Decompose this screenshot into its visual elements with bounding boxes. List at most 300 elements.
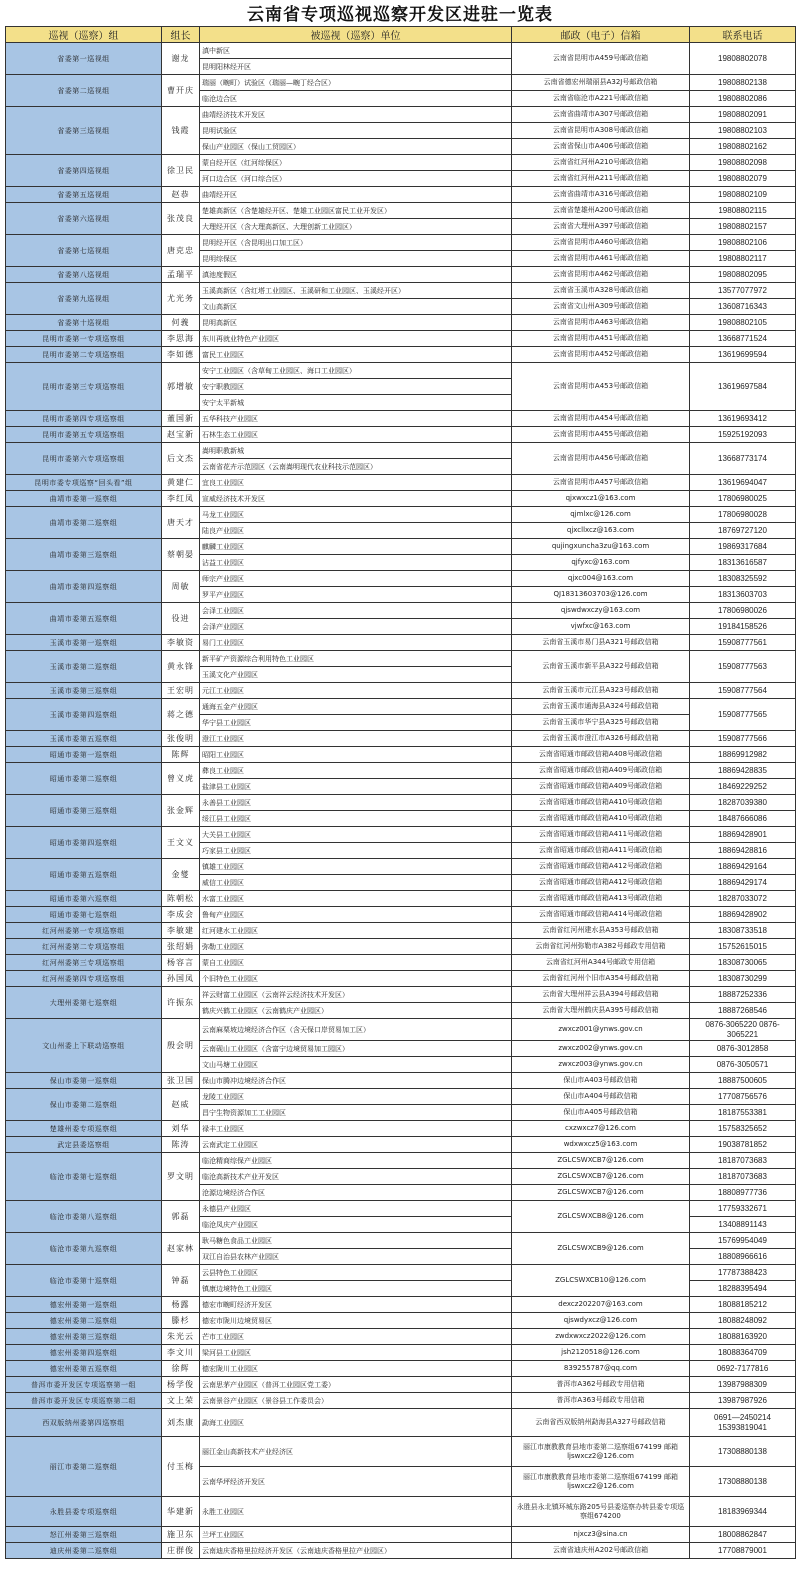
inspection-group-cell: 大理州委第七巡察组 <box>6 987 162 1019</box>
inspection-group-cell: 丽江市委第二巡察组 <box>6 1437 162 1497</box>
inspected-unit-cell: 玉溪文化产业园区 <box>200 667 512 683</box>
inspection-group-cell: 昭通市委第三巡察组 <box>6 795 162 827</box>
leader-cell: 唐克忠 <box>162 235 200 267</box>
inspected-unit-cell: 永德县产业园区 <box>200 1201 512 1217</box>
leader-cell: 杨容言 <box>162 955 200 971</box>
table-row <box>6 1329 796 1345</box>
mailbox-cell: qujingxuncha3zu@163.com <box>512 539 690 555</box>
phone-cell: 18288395494 <box>690 1281 796 1297</box>
phone-cell: 18869912982 <box>690 747 796 763</box>
table-row <box>6 187 796 203</box>
mailbox-cell: qjswdyxcz@126.com <box>512 1313 690 1329</box>
phone-cell: 15758325652 <box>690 1121 796 1137</box>
phone-cell: 17308880138 <box>690 1437 796 1467</box>
phone-cell: 18887500605 <box>690 1073 796 1089</box>
table-row <box>6 155 796 171</box>
phone-cell: 18008862847 <box>690 1527 796 1543</box>
inspected-unit-cell: 滇池度假区 <box>200 267 512 283</box>
inspection-group-cell: 迪庆州委第二巡察组 <box>6 1543 162 1559</box>
inspected-unit-cell: 富民工业园区 <box>200 347 512 363</box>
mailbox-cell: 云南省昭通市邮政信箱A413号邮政信箱 <box>512 891 690 907</box>
mailbox-cell: 保山市A405号邮政信箱 <box>512 1105 690 1121</box>
table-row <box>6 491 796 507</box>
table-row <box>6 571 796 587</box>
inspection-group-cell: 省委第六巡视组 <box>6 203 162 235</box>
mailbox-cell: zwxcz001@ynws.gov.cn <box>512 1019 690 1041</box>
phone-cell: 19808802091 <box>690 107 796 123</box>
table-row <box>6 1121 796 1137</box>
inspected-unit-cell: 丽江金山高新技术产业经济区 <box>200 1437 512 1467</box>
mailbox-cell: 云南省昆明市A455号邮政信箱 <box>512 427 690 443</box>
inspection-group-cell: 玉溪市委第二巡察组 <box>6 651 162 683</box>
phone-cell: 18088163920 <box>690 1329 796 1345</box>
table-row <box>6 443 796 459</box>
table-row <box>6 1543 796 1559</box>
inspection-group-cell: 曲靖市委第一巡察组 <box>6 491 162 507</box>
phone-cell: 18183969344 <box>690 1497 796 1527</box>
phone-cell: 13619699594 <box>690 347 796 363</box>
inspected-unit-cell: 勐海工业园区 <box>200 1409 512 1437</box>
phone-cell: 15908777565 <box>690 699 796 731</box>
leader-cell: 文上荣 <box>162 1393 200 1409</box>
table-row <box>6 475 796 491</box>
mailbox-cell: wdxwxcz5@163.com <box>512 1137 690 1153</box>
inspected-unit-cell: 通海五金产业园区 <box>200 699 512 715</box>
phone-cell: 19808802138 <box>690 75 796 91</box>
phone-cell: 18308733518 <box>690 923 796 939</box>
mailbox-cell: 云南省保山市A406号邮政信箱 <box>512 139 690 155</box>
leader-cell: 钱霞 <box>162 107 200 155</box>
inspection-group-cell: 省委第九巡视组 <box>6 283 162 315</box>
inspected-unit-cell: 威信工业园区 <box>200 875 512 891</box>
phone-cell: 15908777564 <box>690 683 796 699</box>
leader-cell: 孙国凤 <box>162 971 200 987</box>
phone-cell: 13987987926 <box>690 1393 796 1409</box>
table-row <box>6 1297 796 1313</box>
inspection-group-cell: 昆明市委第六专项巡察组 <box>6 443 162 475</box>
inspected-unit-cell: 云南省花卉示范园区（云南嵩明现代农业科技示范园区） <box>200 459 512 475</box>
table-row <box>6 267 796 283</box>
inspected-unit-cell: 云南迪庆香格里拉经济开发区（云南迪庆香格里拉产业园区） <box>200 1543 512 1559</box>
mailbox-cell: 云南省玉溪市A328号邮政信箱 <box>512 283 690 299</box>
inspected-unit-cell: 曲靖经济技术开发区 <box>200 107 512 123</box>
inspected-unit-cell: 云南砚山工业园区（含富宁边境贸易加工园区） <box>200 1041 512 1057</box>
inspected-unit-cell: 临沧精商综保产业园区 <box>200 1153 512 1169</box>
mailbox-cell: njxcz3@sina.cn <box>512 1527 690 1543</box>
phone-cell: 19808802109 <box>690 187 796 203</box>
leader-cell: 陈涛 <box>162 1137 200 1153</box>
leader-cell: 郭磊 <box>162 1201 200 1233</box>
phone-cell: 19808802162 <box>690 139 796 155</box>
inspected-unit-cell: 盐津县工业园区 <box>200 779 512 795</box>
table-row <box>6 347 796 363</box>
table-row <box>6 507 796 523</box>
inspected-unit-cell: 安宁职教园区 <box>200 379 512 395</box>
leader-cell: 曹开庆 <box>162 75 200 107</box>
table-row <box>6 1201 796 1217</box>
inspection-group-cell: 临沧市委第七巡察组 <box>6 1153 162 1201</box>
table-row <box>6 1497 796 1527</box>
phone-cell: 13619694047 <box>690 475 796 491</box>
mailbox-cell: 云南省昭通市邮政信箱A408号邮政信箱 <box>512 747 690 763</box>
mailbox-cell: 云南省西双版纳州勐海县A327号邮政信箱 <box>512 1409 690 1437</box>
leader-cell: 李文川 <box>162 1345 200 1361</box>
inspection-group-cell: 省委第七巡视组 <box>6 235 162 267</box>
table-row <box>6 683 796 699</box>
mailbox-cell: 云南省昆明市A308号邮政信箱 <box>512 123 690 139</box>
table-row <box>6 923 796 939</box>
phone-cell: 18769727120 <box>690 523 796 539</box>
inspected-unit-cell: 鹤庆兴鹤工业园区（云南鹤庆产业园区） <box>200 1003 512 1019</box>
inspected-unit-cell: 昭阳工业园区 <box>200 747 512 763</box>
inspected-unit-cell: 水富工业园区 <box>200 891 512 907</box>
inspected-unit-cell: 德宏市陇川边境贸易区 <box>200 1313 512 1329</box>
phone-cell: 13577077972 <box>690 283 796 299</box>
inspection-group-cell: 临沧市委第八巡察组 <box>6 1201 162 1233</box>
inspection-group-cell: 省委第一巡视组 <box>6 43 162 75</box>
phone-cell: 19808802086 <box>690 91 796 107</box>
inspection-group-cell: 曲靖市委第五巡察组 <box>6 603 162 635</box>
inspected-unit-cell: 会泽工业园区 <box>200 603 512 619</box>
table-row <box>6 363 796 379</box>
inspected-unit-cell: 红河建水工业园区 <box>200 923 512 939</box>
mailbox-cell: qjmlxc@126.com <box>512 507 690 523</box>
phone-cell: 18869428901 <box>690 827 796 843</box>
inspected-unit-cell: 蒙自经开区（红河综保区） <box>200 155 512 171</box>
leader-cell: 董国新 <box>162 411 200 427</box>
inspection-group-cell: 昭通市委第五巡察组 <box>6 859 162 891</box>
leader-cell: 何義 <box>162 315 200 331</box>
inspected-unit-cell: 昆明高新区 <box>200 315 512 331</box>
mailbox-cell: 云南省昆明市A462号邮政信箱 <box>512 267 690 283</box>
phone-cell: 18308730065 <box>690 955 796 971</box>
inspected-unit-cell: 昆明阳林经开区 <box>200 59 512 75</box>
inspected-unit-cell: 玉溪高新区（含红塔工业园区、玉溪研和工业园区、玉溪经开区） <box>200 283 512 299</box>
mailbox-cell: zwxcz002@ynws.gov.cn <box>512 1041 690 1057</box>
phone-cell: 17308880138 <box>690 1467 796 1497</box>
inspection-group-cell: 保山市委第二巡察组 <box>6 1089 162 1121</box>
leader-cell: 陈辉 <box>162 747 200 763</box>
leader-cell: 陈朝松 <box>162 891 200 907</box>
inspected-unit-cell: 嵩明职教新城 <box>200 443 512 459</box>
table-row <box>6 1265 796 1281</box>
mailbox-cell: 保山市A404号邮政信箱 <box>512 1089 690 1105</box>
inspected-unit-cell: 东川再就业特色产业园区 <box>200 331 512 347</box>
mailbox-cell: 云南省文山州A309号邮政信箱 <box>512 299 690 315</box>
table-row <box>6 1393 796 1409</box>
leader-cell: 张茂良 <box>162 203 200 235</box>
table-row <box>6 939 796 955</box>
table-row <box>6 43 796 59</box>
inspected-unit-cell: 耿马糖色食品工业园区 <box>200 1233 512 1249</box>
phone-cell: 18313616587 <box>690 555 796 571</box>
leader-cell: 李敏建 <box>162 923 200 939</box>
inspection-group-cell: 昭通市委第二巡察组 <box>6 763 162 795</box>
inspection-group-cell: 红河州委第三专项巡察组 <box>6 955 162 971</box>
inspected-unit-cell: 云南思茅产业园区（普洱工业园区党工委） <box>200 1377 512 1393</box>
mailbox-cell: 云南省昆明市A459号邮政信箱 <box>512 43 690 75</box>
table-row <box>6 1527 796 1543</box>
table-row <box>6 731 796 747</box>
inspected-unit-cell: 宣威经济技术开发区 <box>200 491 512 507</box>
inspection-group-cell: 德宏州委第三巡察组 <box>6 1329 162 1345</box>
inspected-unit-cell: 安宁工业园区（含草甸工业园区、海口工业园区） <box>200 363 512 379</box>
phone-cell: 18187553381 <box>690 1105 796 1121</box>
phone-cell: 18887268546 <box>690 1003 796 1019</box>
mailbox-cell: 云南省昆明市A457号邮政信箱 <box>512 475 690 491</box>
inspected-unit-cell: 临沧高新技术产业开发区 <box>200 1169 512 1185</box>
table-row <box>6 955 796 971</box>
mailbox-cell: 云南省昭通市邮政信箱A409号邮政信箱 <box>512 763 690 779</box>
phone-cell: 18313603703 <box>690 587 796 603</box>
table-header-row <box>6 27 796 43</box>
mailbox-cell: 云南省玉溪市澄江市A326号邮政信箱 <box>512 731 690 747</box>
phone-cell: 13619697584 <box>690 363 796 411</box>
leader-cell: 张绍娟 <box>162 939 200 955</box>
leader-cell: 付玉梅 <box>162 1437 200 1497</box>
mailbox-cell: 云南省大理州祥云县A394号邮政信箱 <box>512 987 690 1003</box>
mailbox-cell: 云南省大理州鹤庆县A395号邮政信箱 <box>512 1003 690 1019</box>
leader-cell: 后文杰 <box>162 443 200 475</box>
inspected-unit-cell: 石林生态工业园区 <box>200 427 512 443</box>
inspected-unit-cell: 滇中新区 <box>200 43 512 59</box>
leader-cell: 役进 <box>162 603 200 635</box>
table-row <box>6 1361 796 1377</box>
phone-cell: 13987988309 <box>690 1377 796 1393</box>
inspected-unit-cell: 云南麻栗坡边境经济合作区（含天保口岸贸易加工区） <box>200 1019 512 1041</box>
inspected-unit-cell: 永胜工业园区 <box>200 1497 512 1527</box>
phone-cell: 18869429174 <box>690 875 796 891</box>
table-row <box>6 1137 796 1153</box>
table-row <box>6 1345 796 1361</box>
inspection-group-cell: 昆明市委第五专项巡察组 <box>6 427 162 443</box>
mailbox-cell: 永胜县永北镇环城东路205号县委巡察办转县委专项巡察组674200 <box>512 1497 690 1527</box>
table-row <box>6 1313 796 1329</box>
inspection-group-cell: 昭通市委第七巡察组 <box>6 907 162 923</box>
table-row <box>6 1089 796 1105</box>
inspected-unit-cell: 临沧凤庆产业园区 <box>200 1217 512 1233</box>
table-row <box>6 411 796 427</box>
leader-cell: 郭增敏 <box>162 363 200 411</box>
mailbox-cell: 云南省玉溪市新平县A322号邮政信箱 <box>512 651 690 683</box>
inspected-unit-cell: 保山市腾冲边境经济合作区 <box>200 1073 512 1089</box>
mailbox-cell: 云南省昆明市A453号邮政信箱 <box>512 363 690 411</box>
phone-cell: 0692-7177816 <box>690 1361 796 1377</box>
inspected-unit-cell: 龙陵工业园区 <box>200 1089 512 1105</box>
mailbox-cell: 云南省临沧市A221号邮政信箱 <box>512 91 690 107</box>
table-row <box>6 651 796 667</box>
mailbox-cell: qjfyxc@163.com <box>512 555 690 571</box>
inspected-unit-cell: 易门工业园区 <box>200 635 512 651</box>
inspected-unit-cell: 蒙自工业园区 <box>200 955 512 971</box>
table-row <box>6 427 796 443</box>
leader-cell: 赵家林 <box>162 1233 200 1265</box>
inspected-unit-cell: 安宁太平新城 <box>200 395 512 411</box>
leader-cell: 张卫国 <box>162 1073 200 1089</box>
leader-cell: 许振东 <box>162 987 200 1019</box>
inspected-unit-cell: 芒市工业园区 <box>200 1329 512 1345</box>
mailbox-cell: 丽江市康教教育县地市委第二巡察组674199 邮箱ljswxcz2@126.com <box>512 1467 690 1497</box>
phone-cell: 18808966616 <box>690 1249 796 1265</box>
leader-cell: 黄永锋 <box>162 651 200 683</box>
inspection-group-cell: 普洱市委开发区专项巡察第二组 <box>6 1393 162 1409</box>
inspected-unit-cell: 双江自治县农林产业园区 <box>200 1249 512 1265</box>
inspected-unit-cell: 鲁甸产业园区 <box>200 907 512 923</box>
mailbox-cell: 云南省大理州A397号邮政信箱 <box>512 219 690 235</box>
phone-cell: 17708879001 <box>690 1543 796 1559</box>
phone-cell: 19808802078 <box>690 43 796 75</box>
inspected-unit-cell: 云南华坪经济开发区 <box>200 1467 512 1497</box>
mailbox-cell: 云南省昆明市A451号邮政信箱 <box>512 331 690 347</box>
mailbox-cell: 839255787@qq.com <box>512 1361 690 1377</box>
leader-cell: 赵恭 <box>162 187 200 203</box>
mailbox-cell: qjswdwxczy@163.com <box>512 603 690 619</box>
table-row <box>6 907 796 923</box>
leader-cell: 蒋之德 <box>162 699 200 731</box>
mailbox-cell: zwxcz003@ynws.gov.cn <box>512 1057 690 1073</box>
mailbox-cell: ZGLCSWXCB7@126.com <box>512 1169 690 1185</box>
phone-cell: 0691—2450214 15393819041 <box>690 1409 796 1437</box>
inspection-group-cell: 西双版纳州委第四巡察组 <box>6 1409 162 1437</box>
inspected-unit-cell: 镇雄工业园区 <box>200 859 512 875</box>
leader-cell: 李如德 <box>162 347 200 363</box>
leader-cell: 张俊明 <box>162 731 200 747</box>
inspection-group-cell: 临沧市委第九巡察组 <box>6 1233 162 1265</box>
phone-cell: 19808802157 <box>690 219 796 235</box>
phone-cell: 18469229252 <box>690 779 796 795</box>
phone-cell: 15925192093 <box>690 427 796 443</box>
leader-cell: 张金辉 <box>162 795 200 827</box>
inspection-group-cell: 红河州委第四专项巡察组 <box>6 971 162 987</box>
header-inspected-unit: 被巡视（巡察）单位 <box>200 27 512 43</box>
table-row <box>6 315 796 331</box>
inspection-group-cell: 曲靖市委第三巡察组 <box>6 539 162 571</box>
mailbox-cell: dexcz202207@163.com <box>512 1297 690 1313</box>
mailbox-cell: 云南省楚雄州A200号邮政信箱 <box>512 203 690 219</box>
table-row <box>6 635 796 651</box>
mailbox-cell: zwdxwxcz2022@126.com <box>512 1329 690 1345</box>
mailbox-cell: 云南省玉溪市元江县A323号邮政信箱 <box>512 683 690 699</box>
mailbox-cell: 保山市A403号邮政信箱 <box>512 1073 690 1089</box>
table-row <box>6 283 796 299</box>
mailbox-cell: 云南省红河州A210号邮政信箱 <box>512 155 690 171</box>
mailbox-cell: 云南省玉溪市华宁县A325号邮政信箱 <box>512 715 690 731</box>
phone-cell: 13408891143 <box>690 1217 796 1233</box>
inspected-unit-cell: 河口边合区（河口综合区） <box>200 171 512 187</box>
phone-cell: 13668773174 <box>690 443 796 475</box>
inspection-group-cell: 昆明市委第四专项巡察组 <box>6 411 162 427</box>
phone-cell: 17787388423 <box>690 1265 796 1281</box>
inspected-unit-cell: 临沧边合区 <box>200 91 512 107</box>
inspection-group-cell: 德宏州委第一巡察组 <box>6 1297 162 1313</box>
table-row <box>6 763 796 779</box>
mailbox-cell: 云南省红河州建水县A353号邮政信箱 <box>512 923 690 939</box>
phone-cell: 19808802079 <box>690 171 796 187</box>
leader-cell: 李成会 <box>162 907 200 923</box>
phone-cell: 13619693412 <box>690 411 796 427</box>
phone-cell: 17806980025 <box>690 491 796 507</box>
table-row <box>6 987 796 1003</box>
inspection-group-cell: 武定县委巡察组 <box>6 1137 162 1153</box>
inspected-unit-cell: 瑞丽（畹町）试验区（瑞丽—畹丁经合区） <box>200 75 512 91</box>
phone-cell: 19808802117 <box>690 251 796 267</box>
mailbox-cell: 云南省昭通市邮政信箱A410号邮政信箱 <box>512 811 690 827</box>
inspected-unit-cell: 彝良工业园区 <box>200 763 512 779</box>
mailbox-cell: 云南省红河州个旧市A354号邮政信箱 <box>512 971 690 987</box>
inspected-unit-cell: 沧源边境经济合作区 <box>200 1185 512 1201</box>
inspected-unit-cell: 师宗产业园区 <box>200 571 512 587</box>
table-row <box>6 603 796 619</box>
inspected-unit-cell: 禄丰工业园区 <box>200 1121 512 1137</box>
table-row <box>6 827 796 843</box>
leader-cell: 杨露 <box>162 1297 200 1313</box>
leader-cell: 徐卫民 <box>162 155 200 187</box>
inspection-group-cell: 曲靖市委第四巡察组 <box>6 571 162 603</box>
inspected-unit-cell: 陆良产业园区 <box>200 523 512 539</box>
phone-cell: 17708756576 <box>690 1089 796 1105</box>
inspection-group-cell: 昆明市委第三专项巡察组 <box>6 363 162 411</box>
table-row <box>6 971 796 987</box>
table-row <box>6 859 796 875</box>
mailbox-cell: 云南省昆明市A460号邮政信箱 <box>512 235 690 251</box>
inspection-group-cell: 省委第八巡视组 <box>6 267 162 283</box>
mailbox-cell: jsh2120518@126.com <box>512 1345 690 1361</box>
inspected-unit-cell: 云县特色工业园区 <box>200 1265 512 1281</box>
table-row <box>6 1073 796 1089</box>
inspection-group-cell: 昆明市委专项巡察“回头看”组 <box>6 475 162 491</box>
mailbox-cell: 丽江市康教教育县地市委第二巡察组674199 邮箱ljswxcz2@126.com <box>512 1437 690 1467</box>
phone-cell: 0876-3012858 <box>690 1041 796 1057</box>
phone-cell: 19038781852 <box>690 1137 796 1153</box>
header-mailbox: 邮政（电子）信箱 <box>512 27 690 43</box>
table-row <box>6 1437 796 1467</box>
phone-cell: 15908777566 <box>690 731 796 747</box>
mailbox-cell: vjwfxc@163.com <box>512 619 690 635</box>
inspection-group-cell: 临沧市委第十巡察组 <box>6 1265 162 1297</box>
leader-cell: 王宏明 <box>162 683 200 699</box>
inspection-group-cell: 省委第十巡视组 <box>6 315 162 331</box>
inspected-unit-cell: 马龙工业园区 <box>200 507 512 523</box>
header-inspection-group: 巡视（巡察）组 <box>6 27 162 43</box>
phone-cell: 18308325592 <box>690 571 796 587</box>
inspected-unit-cell: 梁河县工业园区 <box>200 1345 512 1361</box>
inspected-unit-cell: 文山马塘工业园区 <box>200 1057 512 1073</box>
mailbox-cell: ZGLCSWXCB9@126.com <box>512 1233 690 1265</box>
table-row <box>6 1153 796 1169</box>
phone-cell: 19184158526 <box>690 619 796 635</box>
inspected-unit-cell: 昆明试验区 <box>200 123 512 139</box>
inspected-unit-cell: 五华科技产业园区 <box>200 411 512 427</box>
mailbox-cell: ZGLCSWXCB10@126.com <box>512 1265 690 1297</box>
inspected-unit-cell: 楚雄高新区（含楚雄经开区、楚雄工业园区富民工业开发区） <box>200 203 512 219</box>
table-row <box>6 235 796 251</box>
table-row <box>6 107 796 123</box>
inspected-unit-cell: 德宏陇川工业园区 <box>200 1361 512 1377</box>
header-leader: 组长 <box>162 27 200 43</box>
document-title: 云南省专项巡视巡察开发区进驻一览表 <box>247 5 553 25</box>
phone-cell: 18088185212 <box>690 1297 796 1313</box>
inspection-group-cell: 红河州委第二专项巡察组 <box>6 939 162 955</box>
inspection-group-cell: 玉溪市委第一巡察组 <box>6 635 162 651</box>
inspected-unit-cell: 宜良工业园区 <box>200 475 512 491</box>
inspection-group-cell: 昆明市委第一专项巡察组 <box>6 331 162 347</box>
mailbox-cell: 云南省德宏州瑞丽县A32J号邮政信箱 <box>512 75 690 91</box>
phone-cell: 15908777561 <box>690 635 796 651</box>
inspection-group-cell: 昭通市委第一巡察组 <box>6 747 162 763</box>
mailbox-cell: 云南省红河州A344号邮政专用信箱 <box>512 955 690 971</box>
leader-cell: 刘杰康 <box>162 1409 200 1437</box>
table-row <box>6 747 796 763</box>
